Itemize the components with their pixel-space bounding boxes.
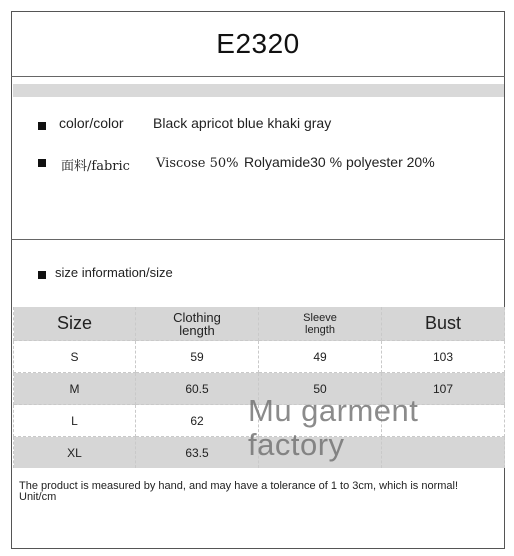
title-divider xyxy=(11,76,505,77)
size-table-header xyxy=(14,307,505,341)
section-divider xyxy=(11,239,505,240)
cell-size: S xyxy=(14,341,136,373)
fabric-rest: Rolyamide30 % polyester 20% xyxy=(244,154,435,170)
header-bust: Bust xyxy=(382,307,505,341)
fabric-label: 面料/fabric xyxy=(61,159,130,174)
watermark-line-1: Mu garment xyxy=(248,393,419,428)
measurement-note xyxy=(19,481,458,503)
note-line-1: The product is measured by hand, and may have a tolerance of 1 to 3cm, which is normal! xyxy=(19,480,459,492)
bullet-size xyxy=(38,271,46,279)
cell-sleeve-length: 49 xyxy=(259,341,382,373)
header-clothing-length: Clothing length xyxy=(136,307,259,341)
bullet-color xyxy=(38,122,46,130)
product-code-title: E2320 xyxy=(216,28,300,59)
color-value: Black apricot blue khaki gray xyxy=(153,115,332,131)
cell-clothing-length: 63.5 xyxy=(136,437,259,469)
watermark-line-2: factory xyxy=(248,427,345,462)
cell-size: L xyxy=(14,405,136,437)
bullet-fabric xyxy=(38,159,46,167)
table-row xyxy=(14,341,505,373)
size-section-label: size information/size xyxy=(55,265,173,280)
fabric-viscose: Viscose 50% xyxy=(156,156,239,171)
cell-clothing-length: 60.5 xyxy=(136,373,259,405)
header-sleeve-length: Sleeve length xyxy=(259,307,382,341)
header-size: Size xyxy=(14,307,136,341)
note-line-2: Unit/cm xyxy=(19,491,57,503)
cell-size: M xyxy=(14,373,136,405)
cell-bust: 107 xyxy=(382,373,505,405)
cell-sleeve-length: 50 xyxy=(259,373,382,405)
watermark xyxy=(248,394,418,462)
cell-size: XL xyxy=(14,437,136,469)
header-band xyxy=(13,84,504,97)
cell-clothing-length: 62 xyxy=(136,405,259,437)
cell-bust: 103 xyxy=(382,341,505,373)
cell-clothing-length: 59 xyxy=(136,341,259,373)
color-label: color/color xyxy=(59,115,124,131)
